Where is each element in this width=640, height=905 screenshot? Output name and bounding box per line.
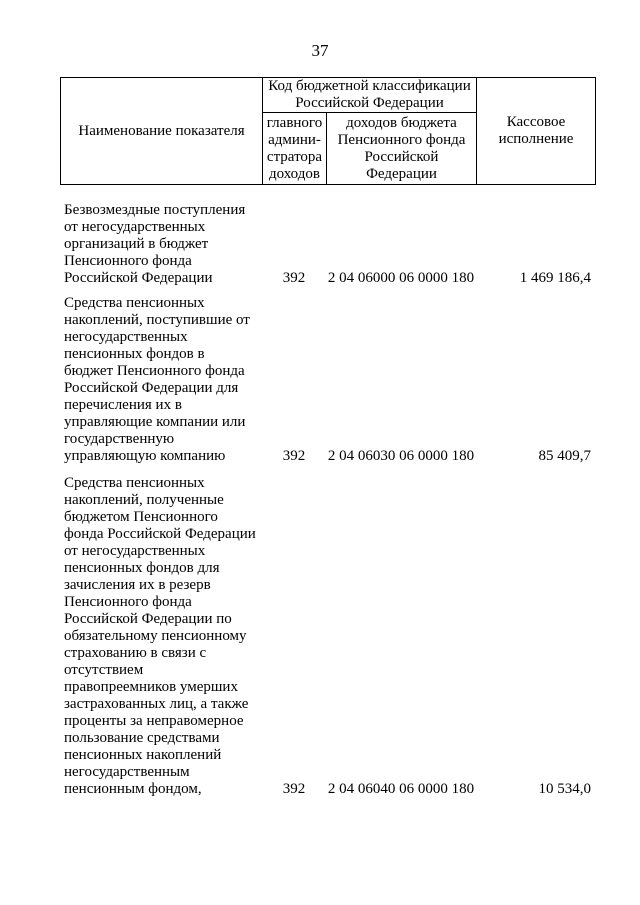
table-row <box>60 295 595 465</box>
row-admin-code: 392 <box>282 781 306 797</box>
row-admin-code: 392 <box>282 448 306 464</box>
row-income-code: 2 04 06000 06 0000 180 <box>327 270 475 286</box>
header-name-column: Наименование показателя <box>61 78 263 185</box>
table-row <box>60 475 595 798</box>
header-income-column: доходов бюджета Пенсионного фонда Российской Федерации <box>327 113 477 185</box>
header-code-group: Код бюджетной классификации Российской Федерации <box>263 78 477 113</box>
row-income-code: 2 04 06030 06 0000 180 <box>327 448 475 464</box>
header-amount-column: Кассовое исполнение <box>477 78 596 185</box>
table-row <box>60 202 595 287</box>
row-admin-code: 392 <box>282 270 306 286</box>
page-number: 37 <box>311 41 329 60</box>
row-income-code: 2 04 06040 06 0000 180 <box>327 781 475 797</box>
row-name: Средства пенсионных накоплений, полученные бюджетом Пенсионного фонда Российской Федерации от негосударственных пенсионных фондов для зачисления их в резерв Пенсионного фонда Российской Федерации по обязательному пенсионному страхованию в связи с отсутствием правопреемников умерших застрахованных лиц, а также проценты за неправомерное пользование средствами пенсионных накоплений негосударственным пенсионным фондом, <box>64 475 256 797</box>
header-admin-column: главного админи- стратора доходов <box>263 113 327 185</box>
row-name: Средства пенсионных накоплений, поступившие от негосударственных пенсионных фондов в бюджет Пенсионного фонда Российской Федерации для перечисления их в управляющие компании или государственную управляющую компанию <box>64 295 250 464</box>
row-amount: 10 534,0 <box>538 781 591 797</box>
row-amount: 85 409,7 <box>538 448 591 464</box>
row-amount: 1 469 186,4 <box>519 270 591 286</box>
table-header <box>60 77 596 185</box>
row-name: Безвозмездные поступления от негосударственных организаций в бюджет Пенсионного фонда Российской Федерации <box>64 202 246 286</box>
